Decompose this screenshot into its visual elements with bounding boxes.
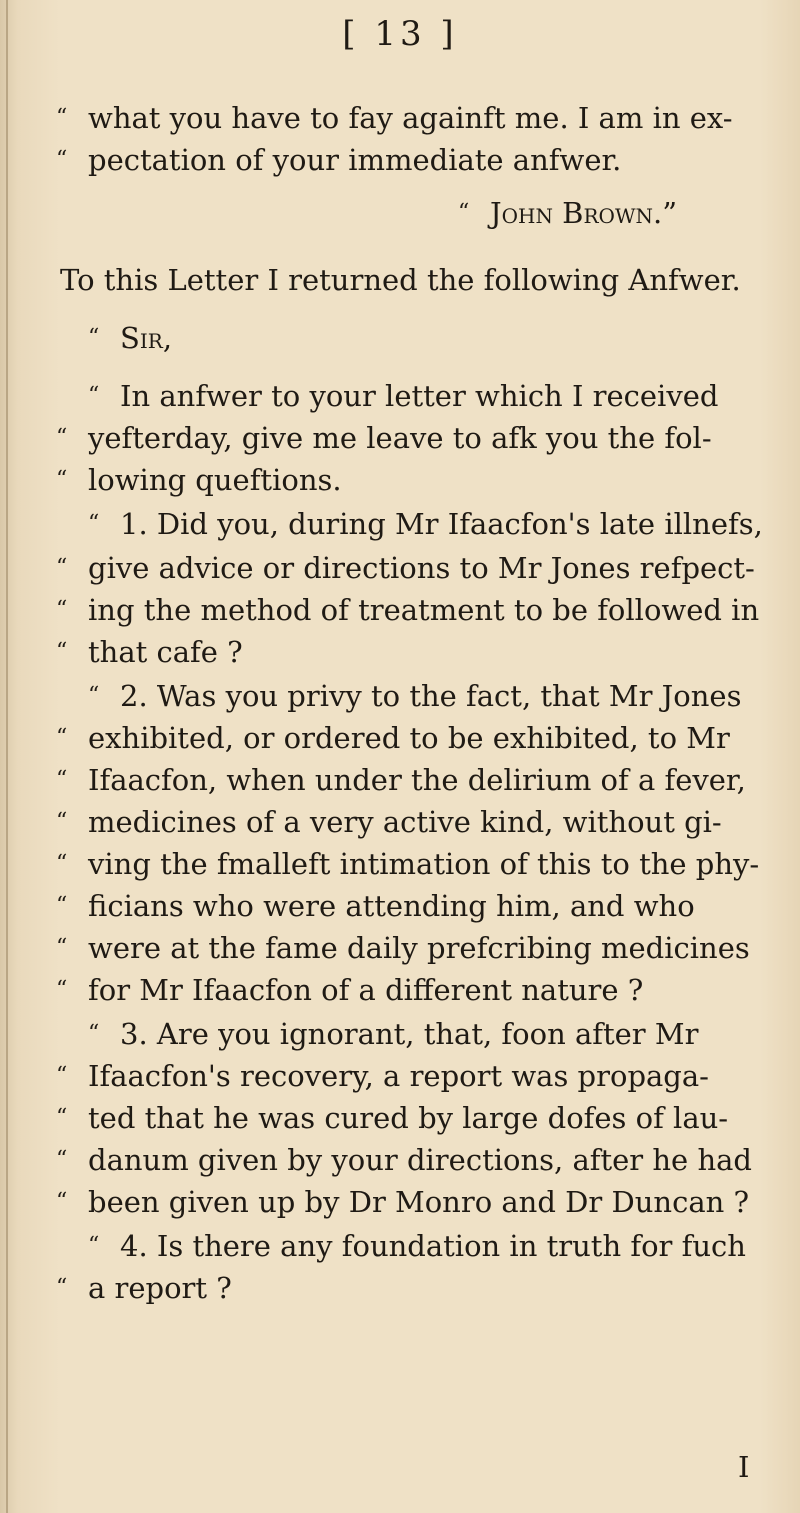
text-line <box>56 1270 232 1306</box>
opening-quote: “ <box>56 1189 68 1214</box>
opening-quote: “ <box>56 1147 68 1172</box>
text-line <box>56 972 643 1008</box>
line-text: exhibited, or ordered to be exhibited, to Mr <box>88 721 730 755</box>
line-text: 3. Are you ignorant, that, foon after Mr <box>120 1017 699 1051</box>
opening-quote: “ <box>56 555 68 580</box>
opening-quote: “ <box>56 147 68 172</box>
text-line <box>56 1142 752 1178</box>
opening-quote: “ <box>56 809 68 834</box>
text-line <box>56 420 712 456</box>
opening-quote: “ <box>88 511 100 536</box>
salutation-line <box>88 320 172 356</box>
opening-quote: “ <box>56 977 68 1002</box>
opening-quote: “ <box>88 383 100 408</box>
line-text: Ifaacfon's recovery, a report was propaga- <box>88 1059 709 1093</box>
opening-quote: “ <box>56 105 68 130</box>
opening-quote: “ <box>458 200 470 225</box>
line-text: 4. Is there any foundation in truth for fuch <box>120 1229 746 1263</box>
text-line <box>56 846 759 882</box>
opening-quote: “ <box>56 893 68 918</box>
line-text: Ifaacfon, when under the delirium of a fever, <box>88 763 746 797</box>
opening-quote: “ <box>56 1275 68 1300</box>
binding-gutter <box>6 0 8 1513</box>
text-line <box>56 1184 749 1220</box>
line-text: ted that he was cured by large dofes of lau- <box>88 1101 729 1135</box>
opening-quote: “ <box>56 639 68 664</box>
opening-quote: “ <box>56 597 68 622</box>
line-text: ing the method of treatment to be followed in <box>88 593 760 627</box>
opening-quote: “ <box>56 767 68 792</box>
text-line <box>88 378 718 414</box>
catchword: I <box>738 1450 750 1484</box>
line-text: Sir, <box>120 321 173 355</box>
opening-quote: “ <box>56 467 68 492</box>
text-line <box>56 142 621 178</box>
opening-quote: “ <box>56 725 68 750</box>
line-text: 2. Was you privy to the fact, that Mr Jones <box>120 679 742 713</box>
line-text: 1. Did you, during Mr Ifaacfon's late illnefs, <box>120 507 763 541</box>
line-text: were at the fame daily prefcribing medicines <box>88 931 750 965</box>
text-line <box>88 506 763 542</box>
opening-quote: “ <box>56 1063 68 1088</box>
line-text: pectation of your immediate anfwer. <box>88 143 622 177</box>
text-line <box>56 720 730 756</box>
opening-quote: “ <box>88 1233 100 1258</box>
text-line <box>56 804 722 840</box>
line-text: for Mr Ifaacfon of a different nature ? <box>88 973 644 1007</box>
signature-line <box>458 195 677 231</box>
line-text: To this Letter I returned the following Anfwer. <box>60 263 741 297</box>
text-line <box>88 1016 698 1052</box>
text-line <box>56 462 342 498</box>
text-line <box>56 100 733 136</box>
opening-quote: “ <box>88 1021 100 1046</box>
line-text: danum given by your directions, after he had <box>88 1143 752 1177</box>
line-text: what you have to fay againft me. I am in ex- <box>88 101 733 135</box>
opening-quote: “ <box>88 325 100 350</box>
opening-quote: “ <box>56 425 68 450</box>
text-line <box>56 550 755 586</box>
text-line <box>88 678 741 714</box>
opening-quote: “ <box>56 1105 68 1130</box>
text-line <box>56 592 759 628</box>
opening-quote: “ <box>56 935 68 960</box>
text-line <box>56 762 746 798</box>
text-line <box>56 634 243 670</box>
text-line <box>56 1058 709 1094</box>
line-text: In anfwer to your letter which I received <box>120 379 719 413</box>
line-text: John Brown.” <box>490 196 678 230</box>
line-text: that cafe ? <box>88 635 243 669</box>
opening-quote: “ <box>88 683 100 708</box>
text-line <box>56 1100 728 1136</box>
line-text: a report ? <box>88 1271 232 1305</box>
text-line <box>60 262 741 298</box>
line-text: lowing queftions. <box>88 463 342 497</box>
line-text: medicines of a very active kind, without gi- <box>88 805 722 839</box>
line-text: ficians who were attending him, and who <box>88 889 695 923</box>
line-text: ving the fmalleft intimation of this to the phy- <box>88 847 760 881</box>
text-line <box>56 930 750 966</box>
opening-quote: “ <box>56 851 68 876</box>
line-text: give advice or directions to Mr Jones refpect- <box>88 551 755 585</box>
text-line <box>88 1228 746 1264</box>
page-number-header: [ 13 ] <box>342 14 458 54</box>
text-line <box>56 888 695 924</box>
line-text: yefterday, give me leave to afk you the fol- <box>88 421 712 455</box>
line-text: been given up by Dr Monro and Dr Duncan ? <box>88 1185 750 1219</box>
